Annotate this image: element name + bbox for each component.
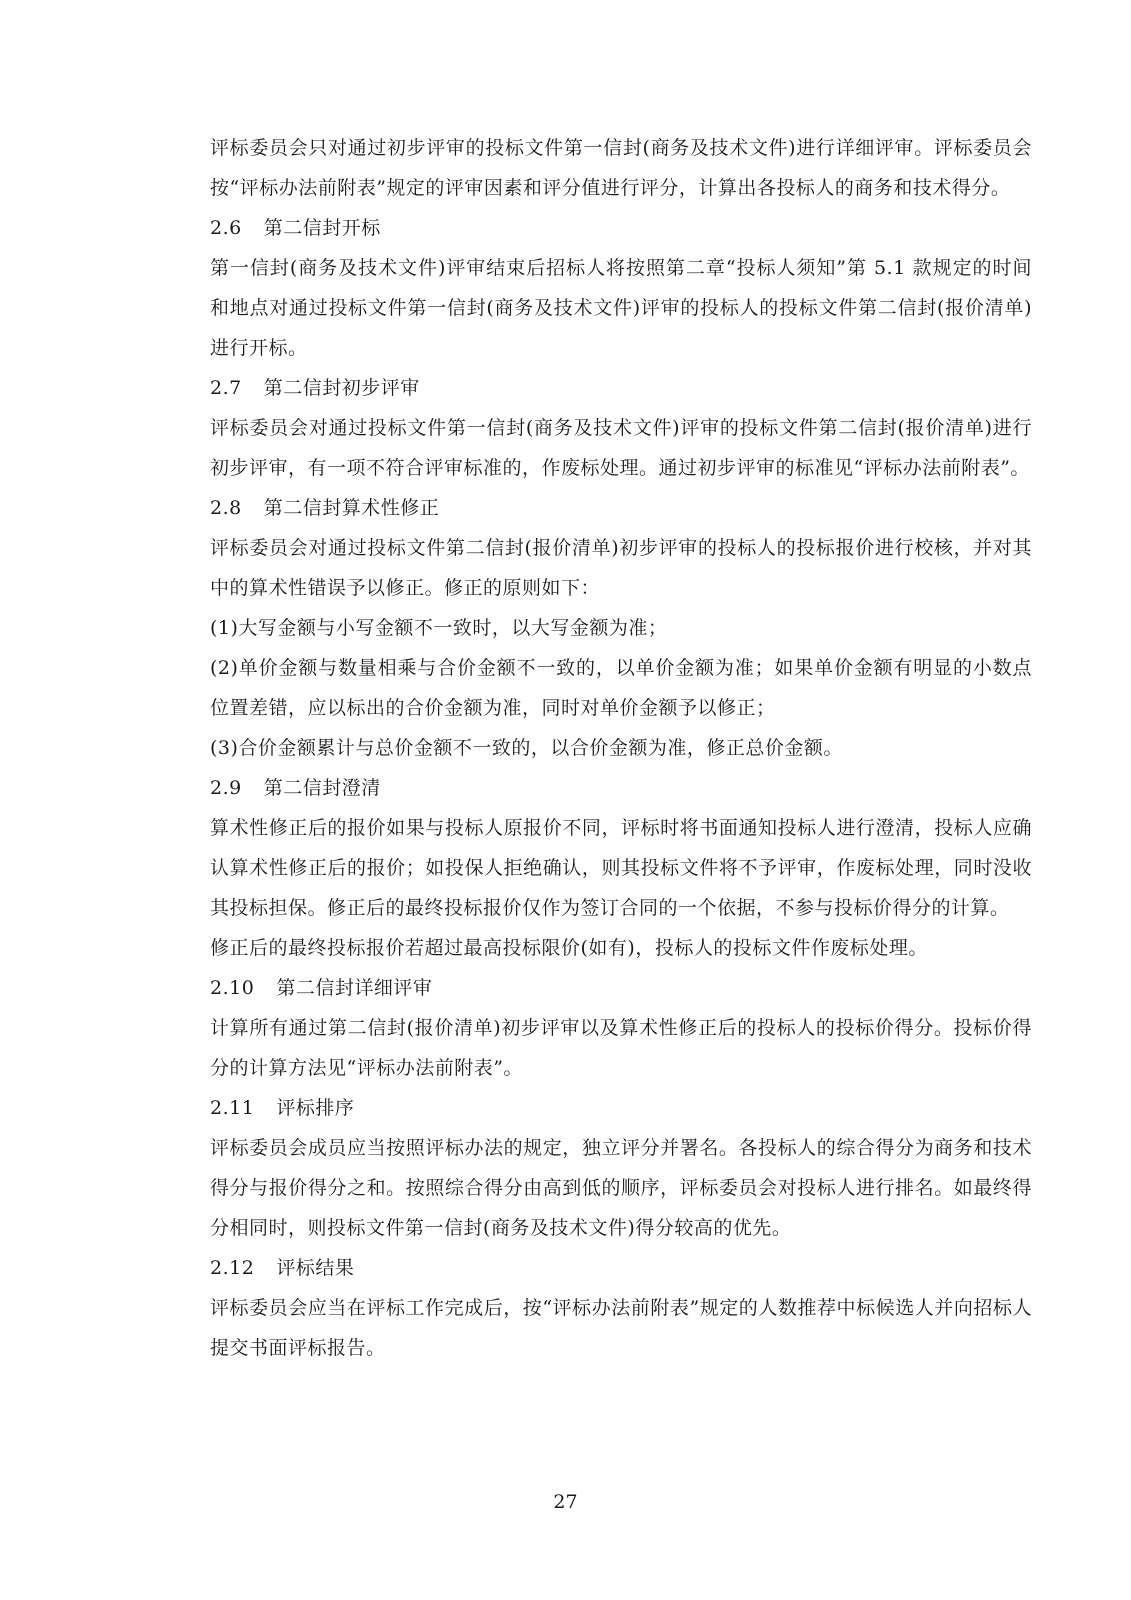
section-title: 第二信封澄清: [263, 777, 381, 799]
section-title: 第二信封开标: [263, 217, 381, 239]
section-number: 2.12: [210, 1257, 255, 1279]
paragraph-price-cap: 修正后的最终投标报价若超过最高投标限价(如有)，投标人的投标文件作废标处理。: [210, 937, 928, 959]
paragraph-clarification: 算术性修正后的报价如果与投标人原报价不同，评标时将书面通知投标人进行澄清，投标人应确认算术性修正后的报价；如投保人拒绝确认，则其投标文件将不予评审，作废标处理，同时没收其投标担保。修正后的最终投标报价仅作为签订合同的一个依据，不参与投标价得分的计算。: [210, 817, 1032, 919]
paragraph-ranking: 评标委员会成员应当按照评标办法的规定，独立评分并署名。各投标人的综合得分为商务和技术得分与报价得分之和。按照综合得分由高到低的顺序，评标委员会对投标人进行排名。如最终得分相同时，则投标文件第一信封(商务及技术文件)得分较高的优先。: [210, 1137, 1032, 1239]
section-number: 2.11: [210, 1097, 255, 1119]
section-heading-2-8: [210, 488, 1032, 528]
section-title: 第二信封初步评审: [263, 377, 420, 399]
section-number: 2.10: [210, 977, 255, 999]
section-number: 2.9: [210, 777, 242, 799]
list-item-rule-1: (1)大写金额与小写金额不一致时，以大写金额为准；: [210, 617, 668, 639]
list-item-rule-3: (3)合价金额累计与总价金额不一致的，以合价金额为准，修正总价金额。: [210, 737, 843, 759]
paragraph-evaluation-result: 评标委员会应当在评标工作完成后，按“评标办法前附表”规定的人数推荐中标候选人并向招标人提交书面评标报告。: [210, 1297, 1032, 1359]
page-number: 27: [553, 1491, 578, 1513]
section-heading-2-11: [210, 1088, 1032, 1128]
section-heading-2-9: [210, 768, 1032, 808]
section-title: 第二信封详细评审: [276, 977, 433, 999]
section-title: 评标结果: [276, 1257, 355, 1279]
section-number: 2.7: [210, 377, 242, 399]
list-item-rule-2: (2)单价金额与数量相乘与合价金额不一致的，以单价金额为准；如果单价金额有明显的小数点位置差错，应以标出的合价金额为准，同时对单价金额予以修正；: [210, 657, 1032, 719]
section-heading-2-6: [210, 208, 1032, 248]
section-heading-2-10: [210, 968, 1032, 1008]
section-number: 2.8: [210, 497, 242, 519]
section-number: 2.6: [210, 217, 242, 239]
section-heading-2-12: [210, 1248, 1032, 1288]
section-title: 第二信封算术性修正: [263, 497, 440, 519]
section-title: 评标排序: [276, 1097, 355, 1119]
page-body: [210, 128, 1032, 1368]
paragraph-second-envelope-preliminary-review: 评标委员会对通过投标文件第一信封(商务及技术文件)评审的投标文件第二信封(报价清单)进行初步评审，有一项不符合评审标准的，作废标处理。通过初步评审的标准见“评标办法前附表”。: [210, 417, 1032, 479]
paragraph-price-score: 计算所有通过第二信封(报价清单)初步评审以及算术性修正后的投标人的投标价得分。投标价得分的计算方法见“评标办法前附表”。: [210, 1017, 1032, 1079]
paragraph-detailed-review-first-envelope: 评标委员会只对通过初步评审的投标文件第一信封(商务及技术文件)进行详细评审。评标委员会按“评标办法前附表”规定的评审因素和评分值进行评分，计算出各投标人的商务和技术得分。: [210, 137, 1032, 199]
paragraph-second-envelope-opening: 第一信封(商务及技术文件)评审结束后招标人将按照第二章“投标人须知”第 5.1 款规定的时间和地点对通过投标文件第一信封(商务及技术文件)评审的投标人的投标文件第二信封(报价清单)进行开标。: [210, 257, 1032, 359]
section-heading-2-7: [210, 368, 1032, 408]
paragraph-arithmetic-correction: 评标委员会对通过投标文件第二信封(报价清单)初步评审的投标人的投标报价进行校核，并对其中的算术性错误予以修正。修正的原则如下：: [210, 537, 1032, 599]
